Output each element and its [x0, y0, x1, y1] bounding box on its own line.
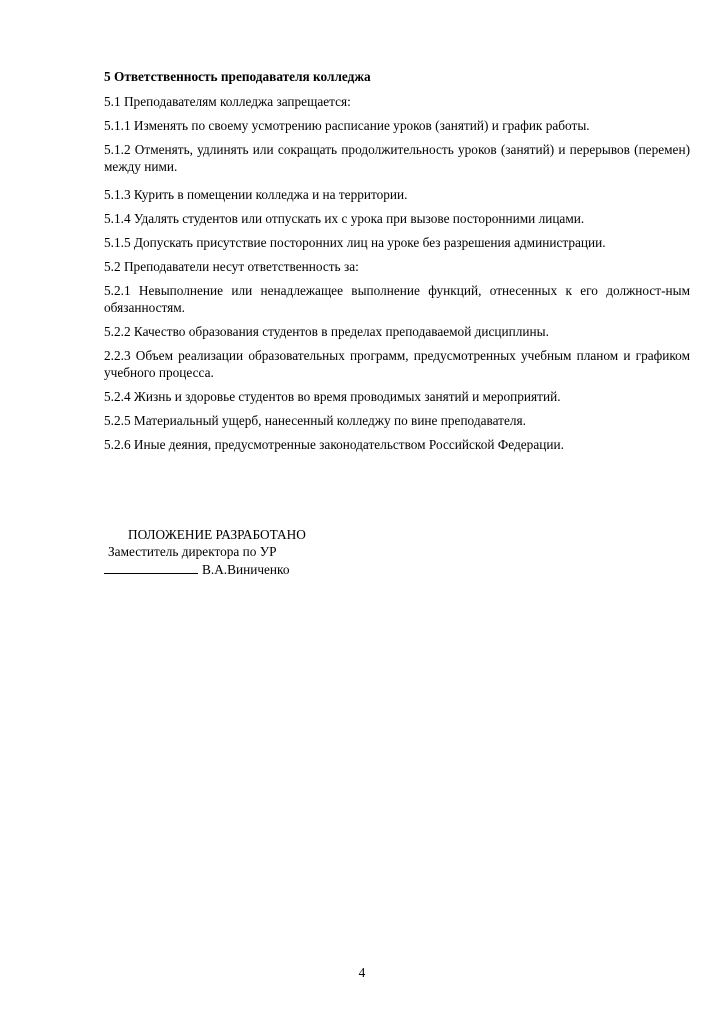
paragraph-5-1-5: 5.1.5 Допускать присутствие посторонних лиц на уроке без разрешения администрации.	[104, 235, 606, 250]
paragraph-5-2: 5.2 Преподаватели несут ответственность за:	[104, 259, 359, 274]
paragraph-5-2-6: 5.2.6 Иные деяния, предусмотренные законодательством Российской Федерации.	[104, 437, 564, 452]
paragraph-5-1-3: 5.1.3 Курить в помещении колледжа и на территории.	[104, 187, 408, 202]
paragraph-5-1: 5.1 Преподавателям колледжа запрещается:	[104, 94, 351, 109]
signature-line	[104, 560, 198, 574]
paragraph-5-2-1: 5.2.1 Невыполнение или ненадлежащее выполнение функций, отнесенных к его должност-ным обязанностям.	[104, 283, 690, 315]
signature-position: Заместитель директора по УР	[108, 544, 277, 559]
page-number: 4	[358, 965, 366, 980]
paragraph-5-1-1: 5.1.1 Изменять по своему усмотрению расписание уроков (занятий) и график работы.	[104, 118, 590, 133]
section-heading: 5 Ответственность преподавателя колледжа	[104, 69, 371, 84]
document-body	[104, 68, 690, 460]
signature-name-row	[104, 560, 306, 578]
signature-name: В.А.Виниченко	[202, 562, 290, 577]
paragraph-5-2-5: 5.2.5 Материальный ущерб, нанесенный колледжу по вине преподавателя.	[104, 413, 526, 428]
signature-block	[104, 526, 306, 578]
paragraph-5-2-4: 5.2.4 Жизнь и здоровье студентов во время проводимых занятий и мероприятий.	[104, 389, 561, 404]
paragraph-5-2-2: 5.2.2 Качество образования студентов в пределах преподаваемой дисциплины.	[104, 324, 549, 339]
paragraph-5-1-2: 5.1.2 Отменять, удлинять или сокращать продолжительность уроков (занятий) и перерывов (перемен) между ними.	[104, 142, 690, 174]
paragraph-5-1-4: 5.1.4 Удалять студентов или отпускать их с урока при вызове посторонними лицами.	[104, 211, 585, 226]
paragraph-2-2-3: 2.2.3 Объем реализации образовательных программ, предусмотренных учебным планом и графиком учебного процесса.	[104, 348, 690, 380]
signature-title: ПОЛОЖЕНИЕ РАЗРАБОТАНО	[128, 527, 306, 542]
